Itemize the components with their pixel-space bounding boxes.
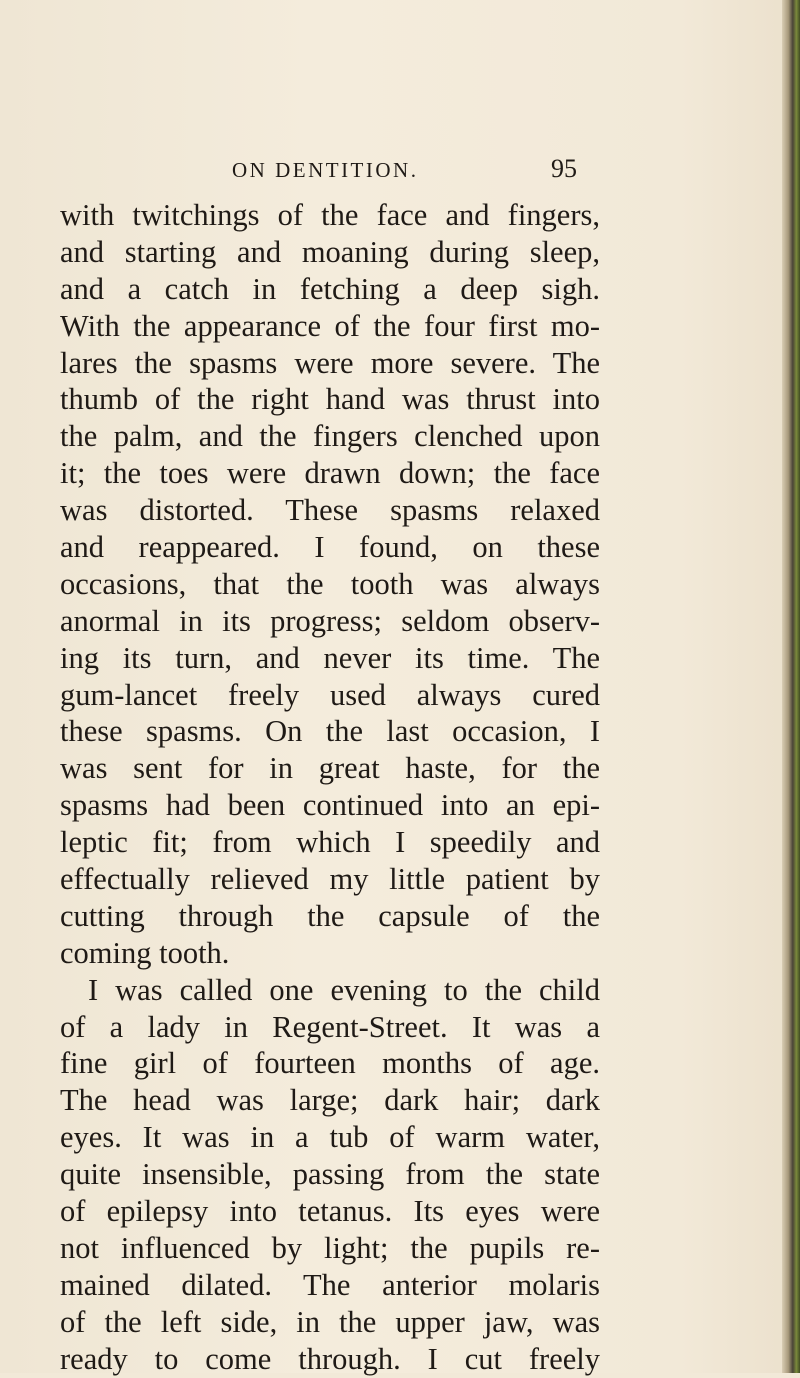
text-line: of the left side, in the upper jaw, was [60, 1304, 600, 1339]
book-spine-edge [782, 0, 800, 1373]
text-line: the palm, and the fingers clenched upon [60, 419, 600, 454]
text-line: With the appearance of the four first mo- [60, 308, 600, 343]
text-line: it; the toes were drawn down; the face [60, 456, 600, 491]
text-line: eyes. It was in a tub of warm water, [60, 1120, 600, 1155]
text-line: was distorted. These spasms relaxed [60, 493, 600, 528]
text-line: spasms had been continued into an epi- [60, 788, 600, 823]
text-line: thumb of the right hand was thrust into [60, 382, 600, 417]
page-number: 95 [551, 154, 577, 183]
text-line: gum-lancet freely used always cured [60, 677, 600, 712]
text-line: these spasms. On the last occasion, I [60, 714, 600, 749]
text-line: ing its turn, and never its time. The [60, 640, 600, 675]
text-line: effectually relieved my little patient by [60, 862, 600, 897]
running-head-title: ON DENTITION. [232, 158, 419, 182]
text-line: leptic fit; from which I speedily and [60, 825, 600, 860]
text-line: and reappeared. I found, on these [60, 530, 600, 565]
text-line: with twitchings of the face and fingers, [60, 198, 600, 232]
text-line: quite insensible, passing from the state [60, 1157, 600, 1192]
text-line: mained dilated. The anterior molaris [60, 1267, 600, 1302]
text-line: not influenced by light; the pupils re- [60, 1230, 600, 1265]
paragraph-end-line: coming tooth. [60, 935, 230, 970]
text-line: of a lady in Regent-Street. It was a [60, 1009, 600, 1044]
paragraph-start-line: I was called one evening to the child [88, 972, 600, 1007]
text-line: occasions, that the tooth was always [60, 566, 600, 601]
text-line: cutting through the capsule of the [60, 898, 600, 933]
text-line: and a catch in fetching a deep sigh. [60, 271, 600, 306]
text-line: of epilepsy into tetanus. Its eyes were [60, 1194, 600, 1229]
running-head [232, 154, 577, 188]
text-line: anormal in its progress; seldom observ- [60, 603, 600, 638]
text-line: fine girl of fourteen months of age. [60, 1046, 600, 1081]
text-line: and starting and moaning during sleep, [60, 234, 600, 269]
text-line: The head was large; dark hair; dark [60, 1083, 600, 1118]
body-text [60, 197, 600, 1378]
text-line: was sent for in great haste, for the [60, 751, 600, 786]
text-line: ready to come through. I cut freely [60, 1341, 600, 1376]
text-line: lares the spasms were more severe. The [60, 345, 600, 380]
